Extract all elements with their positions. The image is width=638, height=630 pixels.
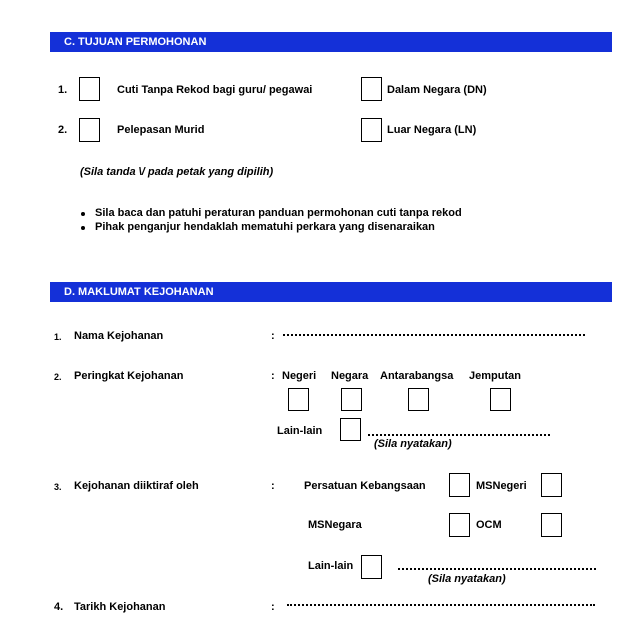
- peringkat-lain-lain-field[interactable]: [368, 434, 550, 436]
- jemputan-checkbox[interactable]: [490, 388, 511, 411]
- tarikh-kejohanan-field[interactable]: [287, 604, 595, 606]
- dalam-negara-label: Dalam Negara (DN): [387, 84, 487, 96]
- item2-colon: :: [271, 370, 275, 382]
- cuti-tanpa-rekod-label: Cuti Tanpa Rekod bagi guru/ pegawai: [117, 84, 313, 96]
- section-c-header: C. TUJUAN PERMOHONAN: [50, 32, 612, 52]
- peringkat-lain-lain-note: (Sila nyatakan): [374, 438, 452, 450]
- kejohanan-diiktiraf-label: Kejohanan diiktiraf oleh: [74, 480, 199, 492]
- section-d-header: D. MAKLUMAT KEJOHANAN: [50, 282, 612, 302]
- luar-negara-checkbox[interactable]: [361, 118, 382, 142]
- row1-number: 1.: [58, 84, 68, 96]
- item4-colon: :: [271, 601, 275, 613]
- negara-checkbox[interactable]: [341, 388, 362, 411]
- bullet-dot: [81, 226, 85, 230]
- pelepasan-murid-checkbox[interactable]: [79, 118, 100, 142]
- item1-number: 1.: [54, 332, 62, 342]
- ocm-checkbox[interactable]: [541, 513, 562, 537]
- cuti-tanpa-rekod-checkbox[interactable]: [79, 77, 100, 101]
- bullet-text-1: Sila baca dan patuhi peraturan panduan permohonan cuti tanpa rekod: [95, 207, 462, 219]
- bullet-text-2: Pihak penganjur hendaklah mematuhi perkara yang disenaraikan: [95, 221, 435, 233]
- peringkat-kejohanan-label: Peringkat Kejohanan: [74, 370, 184, 382]
- section-c-note: (Sila tanda \/ pada petak yang dipilih): [80, 166, 274, 178]
- tarikh-kejohanan-label: Tarikh Kejohanan: [74, 601, 166, 613]
- nama-kejohanan-field[interactable]: [283, 334, 585, 336]
- negara-label: Negara: [331, 370, 369, 382]
- peringkat-lain-lain-label: Lain-lain: [277, 425, 323, 437]
- diiktiraf-lain-lain-note: (Sila nyatakan): [428, 573, 506, 585]
- nama-kejohanan-label: Nama Kejohanan: [74, 330, 164, 342]
- persatuan-kebangsaan-checkbox[interactable]: [449, 473, 470, 497]
- luar-negara-label: Luar Negara (LN): [387, 124, 477, 136]
- item2-number: 2.: [54, 372, 62, 382]
- pelepasan-murid-label: Pelepasan Murid: [117, 124, 205, 136]
- diiktiraf-lain-lain-field[interactable]: [398, 568, 596, 570]
- msnegara-checkbox[interactable]: [449, 513, 470, 537]
- item4-number: 4.: [54, 601, 64, 613]
- bullet-dot: [81, 212, 85, 216]
- msnegara-label: MSNegara: [308, 519, 362, 531]
- antarabangsa-checkbox[interactable]: [408, 388, 429, 411]
- persatuan-kebangsaan-label: Persatuan Kebangsaan: [304, 480, 426, 492]
- item3-number: 3.: [54, 482, 62, 492]
- item1-colon: :: [271, 330, 275, 342]
- diiktiraf-lain-lain-checkbox[interactable]: [361, 555, 382, 579]
- row2-number: 2.: [58, 124, 68, 136]
- jemputan-label: Jemputan: [469, 370, 521, 382]
- dalam-negara-checkbox[interactable]: [361, 77, 382, 101]
- negeri-checkbox[interactable]: [288, 388, 309, 411]
- peringkat-lain-lain-checkbox[interactable]: [340, 418, 361, 441]
- msnegeri-checkbox[interactable]: [541, 473, 562, 497]
- diiktiraf-lain-lain-label: Lain-lain: [308, 560, 354, 572]
- negeri-label: Negeri: [282, 370, 317, 382]
- item3-colon: :: [271, 480, 275, 492]
- ocm-label: OCM: [476, 519, 502, 531]
- antarabangsa-label: Antarabangsa: [380, 370, 454, 382]
- msnegeri-label: MSNegeri: [476, 480, 527, 492]
